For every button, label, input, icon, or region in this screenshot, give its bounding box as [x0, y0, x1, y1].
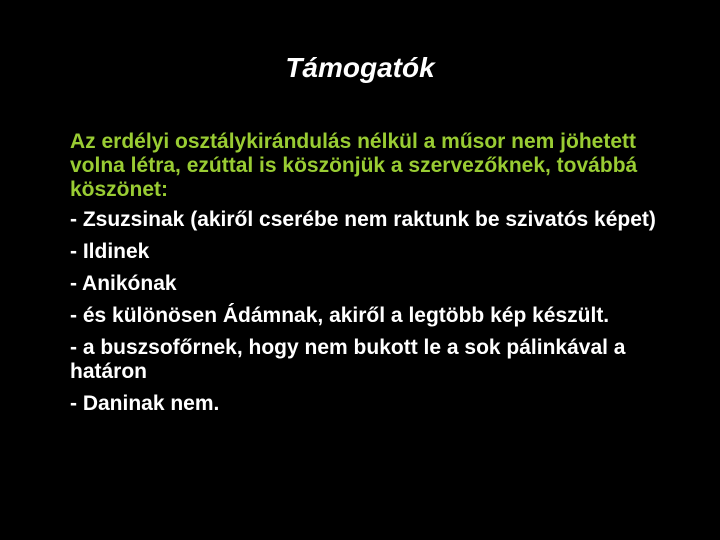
slide-title: Támogatók [285, 52, 435, 83]
list-item: - Ildinek [70, 240, 150, 263]
list-item: - Daninak nem. [70, 392, 220, 415]
thanks-list [70, 208, 690, 416]
list-item: - és különösen Ádámnak, akiről a legtöbb kép készült. [70, 304, 610, 327]
list-item: - Anikónak [70, 272, 177, 295]
list-item: - a buszsofőrnek, hogy nem bukott le a sok pálinkával a határon [70, 336, 626, 383]
list-item: - Zsuzsinak (akiről cserébe nem raktunk be szivatós képet) [70, 208, 656, 231]
intro-text: Az erdélyi osztálykirándulás nélkül a műsor nem jöhetett volna létra, ezúttal is köszönjük a szervezőknek, továbbá köszönet: [70, 130, 638, 201]
slide-content [70, 130, 690, 424]
